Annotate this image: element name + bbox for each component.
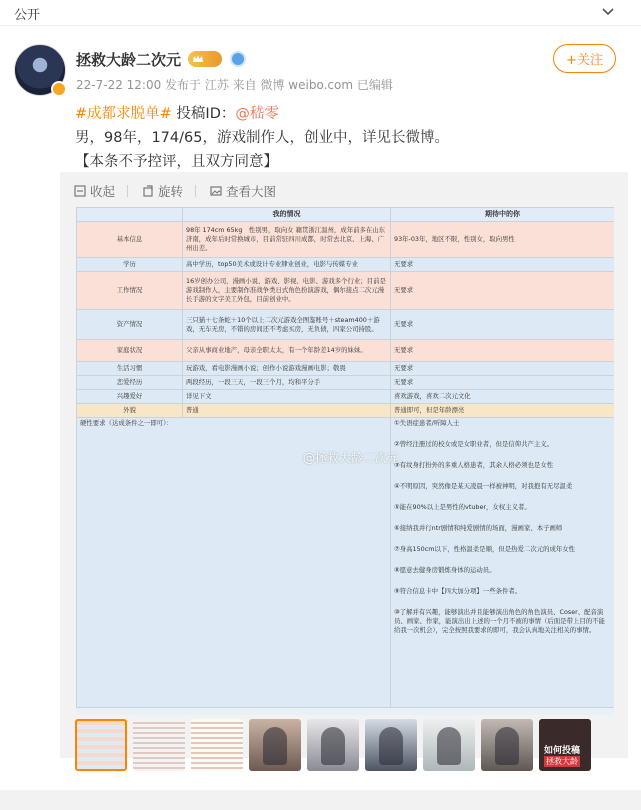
thumbnail-9[interactable] — [539, 719, 591, 771]
thumbnail-8[interactable] — [481, 719, 533, 771]
row-key: 学历 — [77, 258, 183, 272]
submission-label: 投稿ID： — [171, 106, 236, 122]
toolbar-divider — [195, 185, 196, 197]
row-key: 生活习惯 — [77, 362, 183, 376]
globe-icon[interactable] — [230, 51, 246, 67]
row-expect: 喜欢游戏，喜欢二次元文化 — [391, 390, 615, 404]
username[interactable]: 拯救大龄二次元 — [76, 51, 182, 69]
row-expect: 无要求 — [391, 258, 615, 272]
row-key: 基本信息 — [77, 222, 183, 258]
row-key: 恋爱经历 — [77, 376, 183, 390]
row-mine: 普通 — [183, 404, 391, 418]
row-key: 家庭状况 — [77, 340, 183, 362]
post-meta: 22-7-22 12:00 发布于 江苏 来自 微博 weibo.com 已编辑 — [76, 78, 393, 92]
row-mine: 98年 174cm 65kg 性别男，取向女 籍贯浙江温州，成年前多在山东济南，成年后时常换城市，目前常驻四川成都，时常去北京、上海、广州出差。 — [183, 222, 391, 258]
requirement-item: ⑨符合信息卡中【四大加分项】一些条件者。 — [394, 587, 522, 595]
row-mine: 玩游戏，看电影漫画小说；创作小说游戏漫画电影；敬畏 — [183, 362, 391, 376]
table-row — [77, 390, 615, 404]
requirement-item: ③有纹身打扮外的多重人格患者，其余人格必须也是女性 — [394, 461, 554, 469]
table-row — [77, 404, 615, 418]
visibility-bar — [0, 0, 641, 26]
requirement-item: ⑥接纳我并行ntr剧情和纯爱剧情的场面，漫画家、本子画师 — [394, 524, 563, 532]
avatar[interactable] — [14, 44, 66, 96]
person-photo — [379, 727, 403, 765]
requirements-key: 硬性要求（达成条件之一即可）： — [77, 418, 391, 708]
row-expect: 无要求 — [391, 376, 615, 390]
requirement-item: ②曾经注册过的校女或是女职业者，但是信仰共产主义。 — [394, 440, 554, 448]
requirement-item: ④不明原因，突然像是某天凌晨一样被神明，对我抱有无尽温柔 — [394, 482, 573, 490]
follow-button[interactable]: +关注 — [553, 44, 616, 73]
thumbnail-5[interactable] — [307, 719, 359, 771]
row-mine: 两段经历，一段三天，一段三个月，均和平分手 — [183, 376, 391, 390]
table-row — [77, 272, 615, 310]
toolbar-divider — [127, 185, 128, 197]
row-expect: 无要求 — [391, 340, 615, 362]
row-expect: 无要求 — [391, 272, 615, 310]
vip-crown-icon[interactable] — [188, 51, 222, 67]
requirement-item: ⑩了解并有兴趣，能够演出并且能够演出角色的角色演员、Coser、配音演员、画家、作家，能演出出上述的一个月不被的事情（后面是带上目的不能给我一次机会），完全按照我要求的即可，我会认真地关注相关的事情。 — [394, 608, 605, 634]
view-large-button[interactable] — [210, 182, 276, 200]
thumbnail-7[interactable] — [423, 719, 475, 771]
requirements-list — [391, 418, 615, 708]
row-mine: 高中学历，top50美术或设计专业肄业创业，电影与传媒专业 — [183, 258, 391, 272]
row-expect: 无要求 — [391, 310, 615, 340]
thumbnail-strip — [75, 719, 591, 771]
header-blank — [77, 208, 183, 222]
person-photo — [495, 727, 519, 765]
feed-divider — [0, 790, 641, 810]
image-icon — [210, 185, 222, 197]
sheet-header-row — [77, 208, 615, 222]
table-row — [77, 310, 615, 340]
thumbnail-1[interactable] — [75, 719, 127, 771]
table-row — [77, 340, 615, 362]
person-photo — [263, 727, 287, 765]
post-line-3: 【本条不予控评，且双方同意】 — [75, 154, 278, 170]
row-key: 工作情况 — [77, 272, 183, 310]
thumbnail-2[interactable] — [133, 719, 185, 771]
requirement-item: ⑦身高150cm以下，性格温柔是顺，但是热爱二次元的成年女性 — [394, 545, 576, 553]
mention-link[interactable]: @嵇零 — [235, 106, 279, 122]
row-key: 资产情况 — [77, 310, 183, 340]
row-key: 兴趣爱好 — [77, 390, 183, 404]
post-line-1 — [75, 102, 279, 123]
row-mine: 详见下文 — [183, 390, 391, 404]
rotate-label: 旋转 — [158, 184, 184, 199]
table-row — [77, 376, 615, 390]
thumbnail-3[interactable] — [191, 719, 243, 771]
verified-badge-icon — [51, 81, 67, 97]
person-photo — [437, 727, 461, 765]
header-expect: 期待中的你 — [391, 208, 615, 222]
rotate-icon — [142, 185, 154, 197]
person-photo — [321, 727, 345, 765]
thumbnail-4[interactable] — [249, 719, 301, 771]
collapse-button[interactable] — [74, 182, 115, 200]
table-row — [77, 222, 615, 258]
row-expect: 无要求 — [391, 362, 615, 376]
weibo-watermark: @拯救大龄二次元 — [303, 451, 400, 465]
post-line-2: 男，98年，174/65，游戏制作人，创业中，详见长微博。 — [75, 130, 449, 146]
view-large-label: 查看大图 — [226, 184, 277, 199]
row-expect: 93年-03年，地区不限，性别女，取向男性 — [391, 222, 615, 258]
row-mine: 16岁创办公司，漫画小说、游戏、影视、电影、游戏多个行业；目前是游戏制作人，主要制作准战争类日式角色扮演游戏，偶尔接点二次元漫长手游的文字美工外包，目前创业中。 — [183, 272, 391, 310]
hashtag-link[interactable]: #成都求脱单# — [75, 106, 172, 122]
row-key: 外貌 — [77, 404, 183, 418]
row-mine: 三只猫＋七条蛇＋10个以上二次元游戏全图鉴账号＋steam400＋游戏，无车无房，不错的房间还不考虑买房，无负债，四家公司持股。 — [183, 310, 391, 340]
requirement-item: ①失语症患者/听障人士 — [394, 419, 460, 427]
crown-icon — [192, 53, 204, 65]
visibility-label: 公开 — [14, 8, 41, 23]
image-toolbar — [60, 178, 276, 204]
thumbnail-6[interactable] — [365, 719, 417, 771]
collapse-icon — [74, 185, 86, 197]
chevron-down-icon[interactable] — [601, 4, 615, 18]
requirement-item: ⑧愿意去健身房锻炼身体的运动员。 — [394, 566, 496, 574]
requirement-item: ⑤能在90%以上是男性的vtuber，女权主义者。 — [394, 503, 531, 511]
row-mine: 父亲从事商业地产，母亲全职太太，有一个年龄差14岁的妹妹。 — [183, 340, 391, 362]
rotate-button[interactable] — [142, 182, 183, 200]
header-mine: 我的情况 — [183, 208, 391, 222]
row-expect: 普通即可，但是年龄漂亮 — [391, 404, 615, 418]
table-row — [77, 258, 615, 272]
thumbnail-title: 如何投稿 — [544, 746, 581, 756]
collapse-label: 收起 — [90, 184, 116, 199]
table-row — [77, 362, 615, 376]
thumbnail-subtitle: 拯救大龄 — [546, 757, 578, 766]
